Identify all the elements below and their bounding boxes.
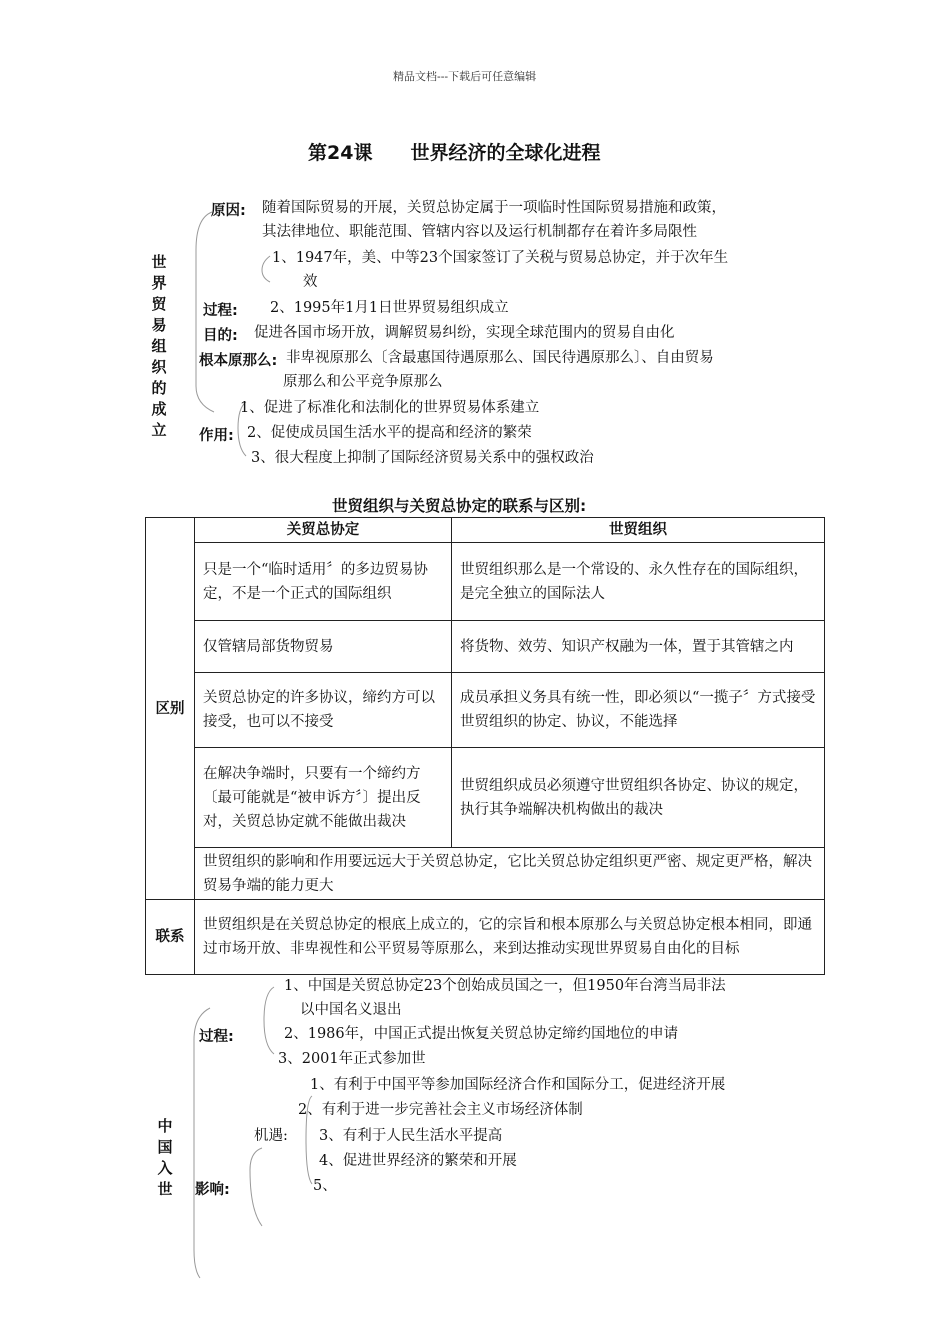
gatt-cell: 只是一个“临时适用〞的多边贸易协定，不是一个正式的国际组织 (195, 543, 452, 621)
cause-label: 原因: (211, 203, 246, 219)
link-label: 联系 (146, 900, 195, 975)
china-main-brace (194, 1008, 210, 1278)
opportunity-item-3: 3、有利于人民生活水平提高 (319, 1128, 503, 1144)
opportunity-item-1: 1、有利于中国平等参加国际经济合作和国际分工，促进经济开展 (310, 1077, 726, 1093)
gatt-cell: 关贸总协定的许多协议，缔约方可以接受，也可以不接受 (195, 673, 452, 748)
effect-item-2: 2、促使成员国生活水平的提高和经济的繁荣 (247, 425, 532, 441)
wto-cell: 世贸组织那么是一个常设的、永久性存在的国际组织，是完全独立的国际法人 (452, 543, 825, 621)
effect-label: 作用: (199, 428, 234, 444)
table-header-row (146, 518, 825, 543)
effect-item-3: 3、很大程度上抑制了国际经济贸易关系中的强权政治 (251, 450, 594, 466)
page-title: 第24课 世界经济的全球化进程 (308, 142, 601, 164)
table-row (146, 621, 825, 673)
col-header-gatt: 关贸总协定 (195, 518, 452, 543)
impact-brace (250, 1148, 262, 1226)
cause-text-2: 其法律地位、职能范围、管辖内容以及运行机制都存在着许多局限性 (262, 224, 697, 240)
process-item-2: 2、1995年1月1日世界贸易组织成立 (270, 300, 509, 316)
page-header: 精品文档---下载后可任意编辑 (393, 70, 537, 83)
china-side-label: 中国入世 (157, 1117, 173, 1198)
cause-text-1: 随着国际贸易的开展，关贸总协定属于一项临时性国际贸易措施和政策， (262, 200, 726, 216)
principle-label: 根本原那么: (199, 353, 278, 369)
china-process-brace (264, 987, 274, 1054)
process-item-1: 1、1947年，美、中等23个国家签订了关税与贸易总协定，并于次年生 (272, 250, 729, 266)
diff-label: 区别 (146, 518, 195, 900)
table-row (146, 748, 825, 848)
effect-item-1: 1、促进了标准化和法制化的世界贸易体系建立 (240, 400, 540, 416)
principle-text-2: 原那么和公平竞争原那么 (283, 374, 443, 390)
table-row (146, 848, 825, 900)
china-process-item-1-cont: 以中国名义退出 (300, 1002, 402, 1018)
opportunity-item-5: 5、 (313, 1178, 337, 1194)
gatt-cell: 在解决争端时，只要有一个缔约方〔最可能就是“被申诉方〞〕提出反对，关贸总协定就不能做出裁决 (195, 748, 452, 848)
impact-label: 影响: (195, 1182, 230, 1198)
china-process-label: 过程: (199, 1029, 234, 1045)
purpose-label: 目的: (203, 328, 238, 344)
gatt-cell: 仅管辖局部货物贸易 (195, 621, 452, 673)
wto-cell: 世贸组织成员必须遵守世贸组织各协定、协议的规定，执行其争端解决机构做出的裁决 (452, 748, 825, 848)
wto-cell: 成员承担义务具有统一性，即必须以“一揽子〞方式接受世贸组织的协定、协议，不能选择 (452, 673, 825, 748)
process-item-1-cont: 效 (303, 274, 318, 290)
table-row (146, 673, 825, 748)
opportunity-label: 机遇: (254, 1128, 288, 1144)
process-brace (262, 256, 270, 282)
diff-summary-cell: 世贸组织的影响和作用要远远大于关贸总协定，它比关贸总协定组织更严密、规定更严格，解决贸易争端的能力更大 (195, 848, 825, 900)
china-process-item-3: 3、2001年正式参加世 (278, 1051, 426, 1067)
table-row (146, 900, 825, 975)
china-process-item-2: 2、1986年，中国正式提出恢复关贸总协定缔约国地位的申请 (284, 1026, 679, 1042)
link-text-cell: 世贸组织是在关贸总协定的根底上成立的，它的宗旨和根本原那么与关贸总协定根本相同，即通过市场开放、非卑视性和公平贸易等原那么，来到达推动实现世界贸易自由化的目标 (195, 900, 825, 975)
col-header-wto: 世贸组织 (452, 518, 825, 543)
table-row (146, 543, 825, 621)
opportunity-item-4: 4、促进世界经济的繁荣和开展 (319, 1153, 517, 1169)
opportunity-item-2: 2、有利于进一步完善社会主义市场经济体制 (298, 1102, 583, 1118)
wto-cell: 将货物、效劳、知识产权融为一体，置于其管辖之内 (452, 621, 825, 673)
purpose-text: 促进各国市场开放，调解贸易纠纷，实现全球范围内的贸易自由化 (254, 325, 675, 341)
principle-text-1: 非卑视原那么〔含最惠国待遇原那么、国民待遇原那么〕、自由贸易 (286, 350, 714, 366)
wto-side-label: 世界贸易组织的成立 (151, 253, 167, 439)
comparison-title: 世贸组织与关贸总协定的联系与区别: (332, 497, 587, 515)
process-label: 过程: (203, 303, 238, 319)
comparison-table (145, 517, 825, 975)
china-process-item-1: 1、中国是关贸总协定23个创始成员国之一，但1950年台湾当局非法 (284, 978, 726, 994)
